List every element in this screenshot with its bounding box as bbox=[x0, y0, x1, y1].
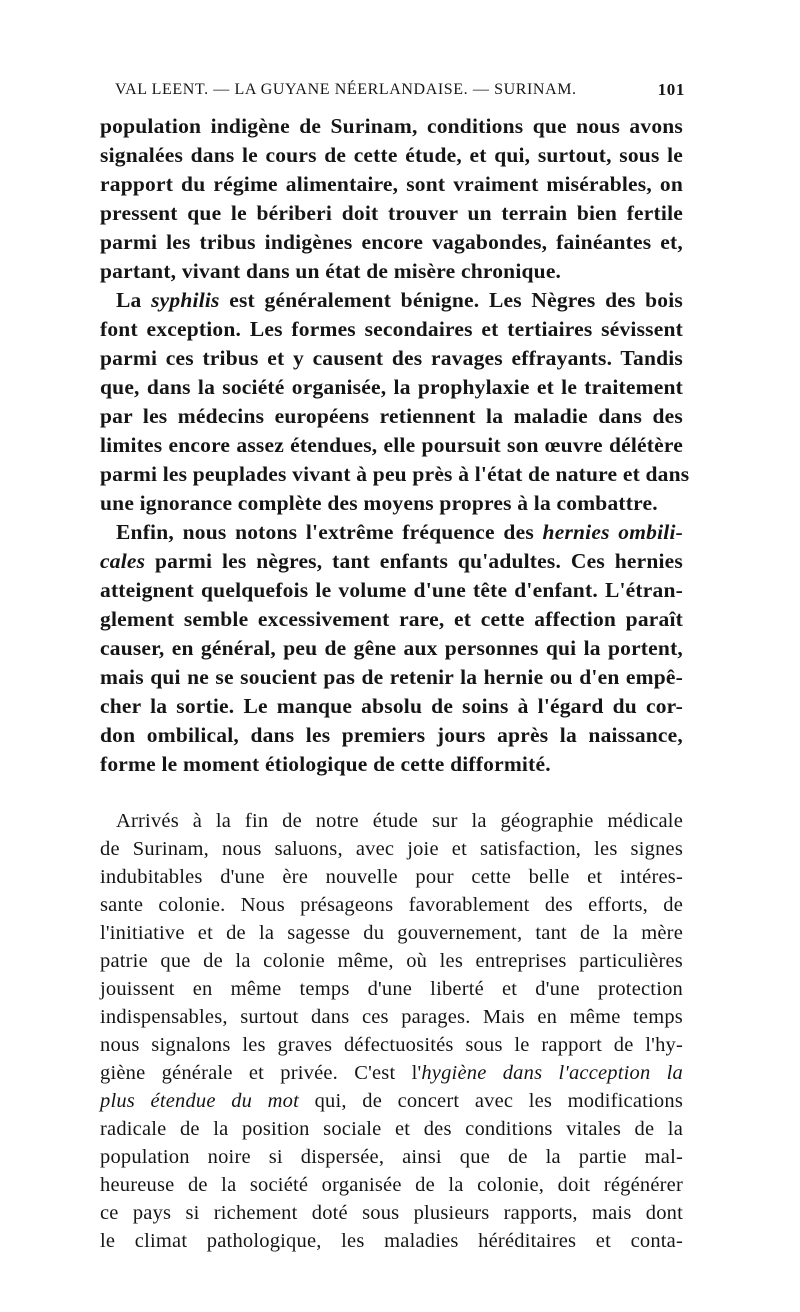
text-line bbox=[116, 518, 683, 547]
text-run: est généralement bénigne. Les Nègres des bois bbox=[219, 288, 683, 312]
text-line: heureuse de la société organisée de la colonie, doit régénérer bbox=[100, 1174, 683, 1196]
text-line bbox=[100, 1059, 683, 1088]
text-line: mais qui ne se soucient pas de retenir la hernie ou d'en empê- bbox=[100, 665, 683, 689]
text-line: nous signalons les graves défectuosités sous le rapport de l'hy- bbox=[100, 1034, 683, 1056]
text-line bbox=[100, 1087, 683, 1116]
page-number: 101 bbox=[657, 80, 685, 99]
text-run: giène générale et privée. C'est l' bbox=[100, 1062, 422, 1084]
emphasis-text: hygiène dans l'acception la bbox=[421, 1062, 683, 1084]
emphasis-text: plus étendue du mot bbox=[100, 1090, 300, 1112]
text-line: font exception. Les formes secondaires et tertiaires sévissent bbox=[100, 317, 683, 341]
emphasis-text: cales bbox=[100, 549, 146, 573]
text-line: indubitables d'une ère nouvelle pour cette belle et intéres- bbox=[100, 866, 683, 888]
text-line: limites encore assez étendues, elle poursuit son œuvre délétère bbox=[100, 433, 683, 457]
text-line: parmi ces tribus et y causent des ravages effrayants. Tandis bbox=[100, 346, 683, 370]
text-line: cher la sortie. Le manque absolu de soins à l'égard du cor- bbox=[100, 694, 683, 718]
text-line: population indigène de Surinam, conditions que nous avons bbox=[100, 114, 683, 138]
text-line: forme le moment étiologique de cette difformité. bbox=[100, 752, 551, 776]
text-line: une ignorance complète des moyens propres à la combattre. bbox=[100, 491, 658, 515]
text-line: ce pays si richement doté sous plusieurs rapports, mais dont bbox=[100, 1202, 683, 1224]
emphasis-text: hernies ombili- bbox=[542, 520, 683, 544]
text-line: rapport du régime alimentaire, sont vraiment misérables, on bbox=[100, 172, 683, 196]
running-header bbox=[115, 76, 685, 104]
text-line: partant, vivant dans un état de misère chronique. bbox=[100, 259, 562, 283]
emphasis-text: syphilis bbox=[151, 288, 220, 312]
text-line: le climat pathologique, les maladies héréditaires et conta- bbox=[100, 1230, 683, 1252]
text-run: qui, de concert avec les modifications bbox=[299, 1090, 683, 1112]
running-title: VAL LEENT. — LA GUYANE NÉERLANDAISE. — SURINAM. bbox=[115, 81, 577, 98]
text-line: don ombilical, dans les premiers jours après la naissance, bbox=[100, 723, 683, 747]
text-line: signalées dans le cours de cette étude, et qui, surtout, sous le bbox=[100, 143, 683, 167]
text-line: Arrivés à la fin de notre étude sur la géographie médicale bbox=[116, 810, 683, 832]
text-run: La bbox=[116, 288, 152, 312]
text-line: indispensables, surtout dans ces parages. Mais en même temps bbox=[100, 1006, 683, 1028]
text-line: atteignent quelquefois le volume d'une tête d'enfant. L'étran- bbox=[100, 578, 683, 602]
text-line bbox=[116, 286, 683, 315]
text-line: pressent que le bériberi doit trouver un terrain bien fertile bbox=[100, 201, 683, 225]
text-line: parmi les tribus indigènes encore vagabondes, fainéantes et, bbox=[100, 230, 683, 254]
text-line: radicale de la position sociale et des conditions vitales de la bbox=[100, 1118, 683, 1140]
text-line: parmi les peuplades vivant à peu près à l'état de nature et dans bbox=[100, 462, 690, 486]
text-line: que, dans la société organisée, la prophylaxie et le traitement bbox=[100, 375, 683, 399]
text-run: parmi les nègres, tant enfants qu'adultes. Ces hernies bbox=[145, 549, 683, 573]
text-line: patrie que de la colonie même, où les entreprises particulières bbox=[100, 950, 683, 972]
text-line: de Surinam, nous saluons, avec joie et satisfaction, les signes bbox=[100, 838, 683, 860]
text-line: causer, en général, peu de gêne aux personnes qui la portent, bbox=[100, 636, 683, 660]
text-line: glement semble excessivement rare, et cette affection paraît bbox=[100, 607, 683, 631]
text-line bbox=[100, 547, 683, 576]
text-line: sante colonie. Nous présageons favorablement des efforts, de bbox=[100, 894, 683, 916]
text-line: l'initiative et de la sagesse du gouvernement, tant de la mère bbox=[100, 922, 683, 944]
text-line: jouissent en même temps d'une liberté et d'une protection bbox=[100, 978, 683, 1000]
text-line: population noire si dispersée, ainsi que de la partie mal- bbox=[100, 1146, 683, 1168]
text-line: par les médecins européens retiennent la maladie dans des bbox=[100, 404, 683, 428]
text-run: Enfin, nous notons l'extrême fréquence des bbox=[116, 520, 543, 544]
